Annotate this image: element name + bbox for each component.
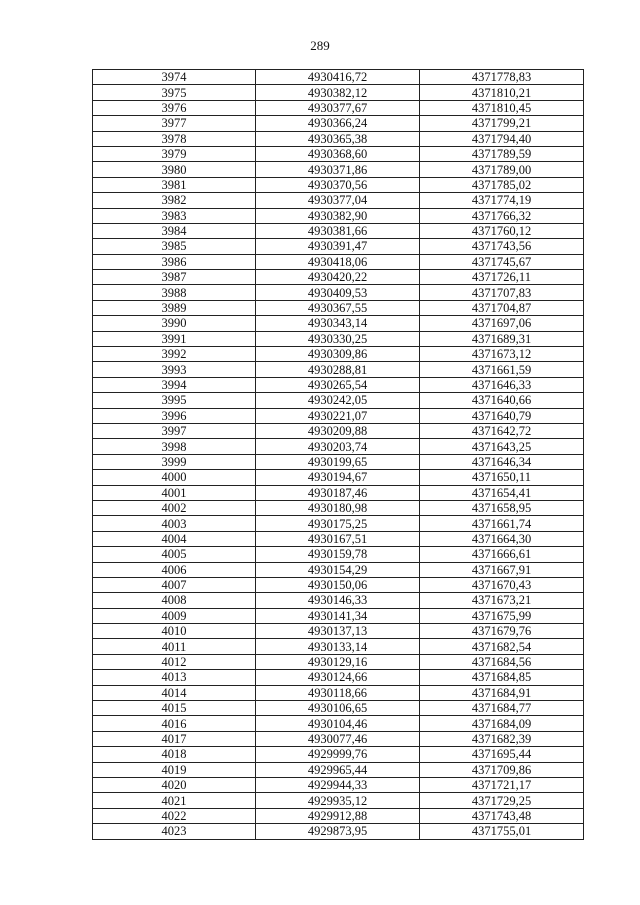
table-row (93, 531, 584, 546)
y-coordinate-cell: 4371666,61 (420, 547, 584, 562)
table-row (93, 177, 584, 192)
point-number-cell: 3991 (93, 331, 256, 346)
x-coordinate-cell: 4930288,81 (256, 362, 420, 377)
y-coordinate-cell: 4371697,06 (420, 316, 584, 331)
table-row (93, 454, 584, 469)
x-coordinate-cell: 4930104,46 (256, 716, 420, 731)
y-coordinate-cell: 4371726,11 (420, 270, 584, 285)
y-coordinate-cell: 4371646,33 (420, 377, 584, 392)
point-number-cell: 3993 (93, 362, 256, 377)
x-coordinate-cell: 4929999,76 (256, 747, 420, 762)
y-coordinate-cell: 4371661,59 (420, 362, 584, 377)
x-coordinate-cell: 4930371,86 (256, 162, 420, 177)
x-coordinate-cell: 4930330,25 (256, 331, 420, 346)
table-row (93, 100, 584, 115)
table-row (93, 500, 584, 515)
y-coordinate-cell: 4371760,12 (420, 223, 584, 238)
table-row (93, 423, 584, 438)
point-number-cell: 4009 (93, 608, 256, 623)
table-row (93, 793, 584, 808)
x-coordinate-cell: 4930370,56 (256, 177, 420, 192)
table-row (93, 670, 584, 685)
x-coordinate-cell: 4930368,60 (256, 146, 420, 161)
x-coordinate-cell: 4930343,14 (256, 316, 420, 331)
y-coordinate-cell: 4371774,19 (420, 193, 584, 208)
table-row (93, 270, 584, 285)
y-coordinate-cell: 4371673,12 (420, 347, 584, 362)
x-coordinate-cell: 4929912,88 (256, 808, 420, 823)
table-row (93, 331, 584, 346)
y-coordinate-cell: 4371684,85 (420, 670, 584, 685)
y-coordinate-cell: 4371789,00 (420, 162, 584, 177)
table-row (93, 393, 584, 408)
page-number: 289 (310, 38, 330, 53)
table-row (93, 285, 584, 300)
point-number-cell: 3983 (93, 208, 256, 223)
x-coordinate-cell: 4930077,46 (256, 731, 420, 746)
point-number-cell: 4003 (93, 516, 256, 531)
table-row (93, 70, 584, 85)
y-coordinate-cell: 4371799,21 (420, 116, 584, 131)
point-number-cell: 4020 (93, 777, 256, 792)
y-coordinate-cell: 4371661,74 (420, 516, 584, 531)
x-coordinate-cell: 4930382,90 (256, 208, 420, 223)
point-number-cell: 4018 (93, 747, 256, 762)
table-row (93, 777, 584, 792)
x-coordinate-cell: 4930391,47 (256, 239, 420, 254)
y-coordinate-cell: 4371640,79 (420, 408, 584, 423)
y-coordinate-cell: 4371682,39 (420, 731, 584, 746)
table-row (93, 685, 584, 700)
point-number-cell: 4016 (93, 716, 256, 731)
x-coordinate-cell: 4930175,25 (256, 516, 420, 531)
point-number-cell: 3994 (93, 377, 256, 392)
x-coordinate-cell: 4930137,13 (256, 624, 420, 639)
y-coordinate-cell: 4371695,44 (420, 747, 584, 762)
x-coordinate-cell: 4930420,22 (256, 270, 420, 285)
point-number-cell: 4012 (93, 654, 256, 669)
point-number-cell: 4004 (93, 531, 256, 546)
table-row (93, 316, 584, 331)
x-coordinate-cell: 4930377,04 (256, 193, 420, 208)
table-row (93, 624, 584, 639)
y-coordinate-cell: 4371810,21 (420, 85, 584, 100)
y-coordinate-cell: 4371640,66 (420, 393, 584, 408)
point-number-cell: 3997 (93, 423, 256, 438)
x-coordinate-cell: 4930150,06 (256, 577, 420, 592)
table-row (93, 408, 584, 423)
point-number-cell: 4014 (93, 685, 256, 700)
table-row (93, 639, 584, 654)
x-coordinate-cell: 4930377,67 (256, 100, 420, 115)
y-coordinate-cell: 4371743,56 (420, 239, 584, 254)
y-coordinate-cell: 4371679,76 (420, 624, 584, 639)
point-number-cell: 3982 (93, 193, 256, 208)
point-number-cell: 3981 (93, 177, 256, 192)
point-number-cell: 4001 (93, 485, 256, 500)
point-number-cell: 4019 (93, 762, 256, 777)
table-row (93, 547, 584, 562)
x-coordinate-cell: 4929935,12 (256, 793, 420, 808)
table-row (93, 747, 584, 762)
point-number-cell: 4006 (93, 562, 256, 577)
coordinates-table (92, 69, 584, 840)
point-number-cell: 3995 (93, 393, 256, 408)
point-number-cell: 4011 (93, 639, 256, 654)
y-coordinate-cell: 4371675,99 (420, 608, 584, 623)
table-row (93, 347, 584, 362)
x-coordinate-cell: 4930159,78 (256, 547, 420, 562)
point-number-cell: 3980 (93, 162, 256, 177)
x-coordinate-cell: 4929944,33 (256, 777, 420, 792)
y-coordinate-cell: 4371810,45 (420, 100, 584, 115)
table-row (93, 131, 584, 146)
x-coordinate-cell: 4930199,65 (256, 454, 420, 469)
point-number-cell: 3986 (93, 254, 256, 269)
table-row (93, 716, 584, 731)
x-coordinate-cell: 4930129,16 (256, 654, 420, 669)
x-coordinate-cell: 4930418,06 (256, 254, 420, 269)
x-coordinate-cell: 4930180,98 (256, 500, 420, 515)
point-number-cell: 4022 (93, 808, 256, 823)
y-coordinate-cell: 4371673,21 (420, 593, 584, 608)
x-coordinate-cell: 4930366,24 (256, 116, 420, 131)
y-coordinate-cell: 4371743,48 (420, 808, 584, 823)
table-row (93, 731, 584, 746)
point-number-cell: 4023 (93, 824, 256, 839)
point-number-cell: 4007 (93, 577, 256, 592)
y-coordinate-cell: 4371650,11 (420, 470, 584, 485)
x-coordinate-cell: 4930133,14 (256, 639, 420, 654)
point-number-cell: 4010 (93, 624, 256, 639)
point-number-cell: 3977 (93, 116, 256, 131)
x-coordinate-cell: 4930416,72 (256, 70, 420, 85)
x-coordinate-cell: 4930367,55 (256, 300, 420, 315)
point-number-cell: 4008 (93, 593, 256, 608)
point-number-cell: 3984 (93, 223, 256, 238)
table-row (93, 254, 584, 269)
x-coordinate-cell: 4929965,44 (256, 762, 420, 777)
y-coordinate-cell: 4371704,87 (420, 300, 584, 315)
y-coordinate-cell: 4371778,83 (420, 70, 584, 85)
point-number-cell: 3990 (93, 316, 256, 331)
x-coordinate-cell: 4930194,67 (256, 470, 420, 485)
x-coordinate-cell: 4930118,66 (256, 685, 420, 700)
table-row (93, 239, 584, 254)
table-row (93, 808, 584, 823)
table-row (93, 516, 584, 531)
table-row (93, 85, 584, 100)
x-coordinate-cell: 4929873,95 (256, 824, 420, 839)
table-row (93, 470, 584, 485)
y-coordinate-cell: 4371729,25 (420, 793, 584, 808)
point-number-cell: 3988 (93, 285, 256, 300)
y-coordinate-cell: 4371642,72 (420, 423, 584, 438)
x-coordinate-cell: 4930242,05 (256, 393, 420, 408)
y-coordinate-cell: 4371785,02 (420, 177, 584, 192)
y-coordinate-cell: 4371658,95 (420, 500, 584, 515)
point-number-cell: 4017 (93, 731, 256, 746)
table-row (93, 146, 584, 161)
y-coordinate-cell: 4371682,54 (420, 639, 584, 654)
y-coordinate-cell: 4371684,91 (420, 685, 584, 700)
point-number-cell: 3999 (93, 454, 256, 469)
x-coordinate-cell: 4930187,46 (256, 485, 420, 500)
table-row (93, 562, 584, 577)
x-coordinate-cell: 4930141,34 (256, 608, 420, 623)
y-coordinate-cell: 4371670,43 (420, 577, 584, 592)
table-row (93, 193, 584, 208)
y-coordinate-cell: 4371646,34 (420, 454, 584, 469)
point-number-cell: 3992 (93, 347, 256, 362)
x-coordinate-cell: 4930409,53 (256, 285, 420, 300)
y-coordinate-cell: 4371709,86 (420, 762, 584, 777)
table-row (93, 593, 584, 608)
table-row (93, 485, 584, 500)
y-coordinate-cell: 4371643,25 (420, 439, 584, 454)
x-coordinate-cell: 4930203,74 (256, 439, 420, 454)
point-number-cell: 3989 (93, 300, 256, 315)
x-coordinate-cell: 4930365,38 (256, 131, 420, 146)
table-row (93, 762, 584, 777)
y-coordinate-cell: 4371789,59 (420, 146, 584, 161)
table-row (93, 824, 584, 839)
y-coordinate-cell: 4371664,30 (420, 531, 584, 546)
point-number-cell: 4002 (93, 500, 256, 515)
table-row (93, 654, 584, 669)
point-number-cell: 3978 (93, 131, 256, 146)
point-number-cell: 4000 (93, 470, 256, 485)
y-coordinate-cell: 4371684,09 (420, 716, 584, 731)
table-row (93, 223, 584, 238)
y-coordinate-cell: 4371766,32 (420, 208, 584, 223)
table-row (93, 162, 584, 177)
table-row (93, 362, 584, 377)
point-number-cell: 3998 (93, 439, 256, 454)
x-coordinate-cell: 4930106,65 (256, 701, 420, 716)
y-coordinate-cell: 4371654,41 (420, 485, 584, 500)
table-row (93, 439, 584, 454)
y-coordinate-cell: 4371667,91 (420, 562, 584, 577)
table-row (93, 701, 584, 716)
x-coordinate-cell: 4930381,66 (256, 223, 420, 238)
x-coordinate-cell: 4930124,66 (256, 670, 420, 685)
point-number-cell: 3976 (93, 100, 256, 115)
table-row (93, 377, 584, 392)
coordinates-table-body (93, 70, 584, 840)
y-coordinate-cell: 4371684,56 (420, 654, 584, 669)
x-coordinate-cell: 4930265,54 (256, 377, 420, 392)
y-coordinate-cell: 4371755,01 (420, 824, 584, 839)
point-number-cell: 4005 (93, 547, 256, 562)
table-row (93, 577, 584, 592)
point-number-cell: 4015 (93, 701, 256, 716)
table-row (93, 608, 584, 623)
point-number-cell: 3985 (93, 239, 256, 254)
x-coordinate-cell: 4930382,12 (256, 85, 420, 100)
table-row (93, 300, 584, 315)
x-coordinate-cell: 4930221,07 (256, 408, 420, 423)
x-coordinate-cell: 4930209,88 (256, 423, 420, 438)
y-coordinate-cell: 4371707,83 (420, 285, 584, 300)
table-row (93, 116, 584, 131)
point-number-cell: 4021 (93, 793, 256, 808)
y-coordinate-cell: 4371745,67 (420, 254, 584, 269)
y-coordinate-cell: 4371689,31 (420, 331, 584, 346)
x-coordinate-cell: 4930309,86 (256, 347, 420, 362)
point-number-cell: 4013 (93, 670, 256, 685)
x-coordinate-cell: 4930154,29 (256, 562, 420, 577)
point-number-cell: 3974 (93, 70, 256, 85)
table-row (93, 208, 584, 223)
x-coordinate-cell: 4930146,33 (256, 593, 420, 608)
y-coordinate-cell: 4371684,77 (420, 701, 584, 716)
point-number-cell: 3979 (93, 146, 256, 161)
y-coordinate-cell: 4371794,40 (420, 131, 584, 146)
point-number-cell: 3987 (93, 270, 256, 285)
y-coordinate-cell: 4371721,17 (420, 777, 584, 792)
x-coordinate-cell: 4930167,51 (256, 531, 420, 546)
point-number-cell: 3996 (93, 408, 256, 423)
point-number-cell: 3975 (93, 85, 256, 100)
